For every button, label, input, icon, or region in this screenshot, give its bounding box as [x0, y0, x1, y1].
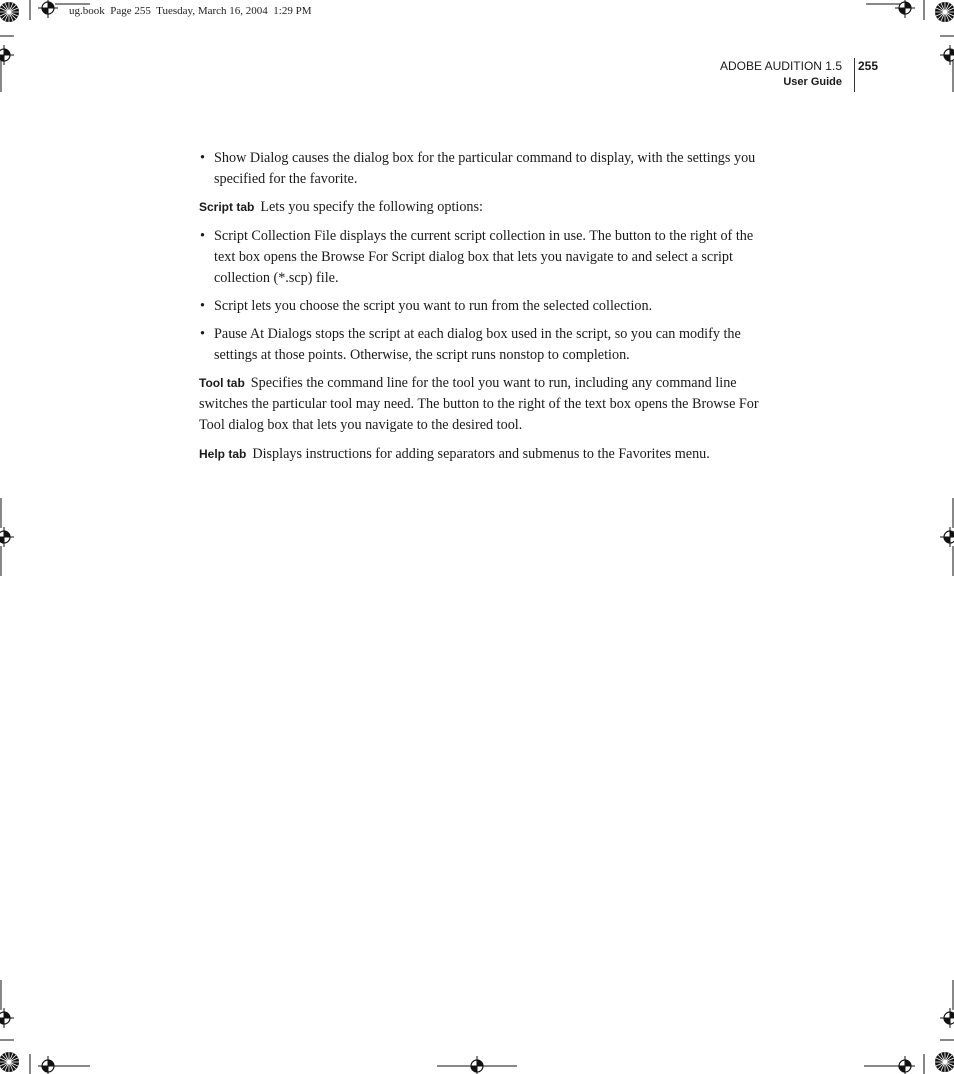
color-wheel-icon: [935, 2, 954, 22]
bullet-glyph: •: [200, 150, 205, 166]
list-item-text: Script Collection File displays the current script collection in use. The button to the right of the text box opens the Browse For Script dialog box that lets you navigate to and select a script collection (*.scp) file.: [214, 228, 754, 286]
color-wheel-icon: [935, 1052, 954, 1072]
guide-title: User Guide: [783, 76, 842, 88]
registration-mark-icon: [940, 527, 954, 547]
list-item-text: Show Dialog causes the dialog box for the particular command to display, with the settings you specified for the favorite.: [214, 150, 756, 187]
bullet-glyph: •: [200, 298, 205, 314]
product-name: ADOBE AUDITION 1.5: [719, 59, 842, 73]
bullet-glyph: •: [200, 326, 205, 342]
print-slug: ug.book Page 255 Tuesday, March 16, 2004 1:29 PM: [69, 5, 312, 17]
registration-mark-icon: [467, 1056, 487, 1074]
color-wheel-icon: [0, 2, 19, 22]
bullet-glyph: •: [200, 228, 205, 244]
list-item-text: Script lets you choose the script you want to run from the selected collection.: [214, 298, 653, 314]
help-tab-label: Help tab: [199, 447, 247, 461]
registration-mark-icon: [940, 45, 954, 65]
registration-mark-icon: [0, 45, 14, 65]
registration-mark-icon: [38, 1056, 58, 1074]
list-item-text: Pause At Dialogs stops the script at each dialog box used in the script, so you can modify the settings at those points. Otherwise, the script runs nonstop to completion.: [214, 326, 741, 363]
registration-mark-icon: [895, 1056, 915, 1074]
registration-mark-icon: [895, 0, 915, 18]
registration-mark-icon: [940, 1008, 954, 1028]
color-wheel-icon: [0, 1052, 19, 1072]
tool-tab-label: Tool tab: [199, 376, 245, 390]
tool-tab-text: Specifies the command line for the tool you want to run, including any command line switches the particular tool may need. The button to the right of the text box opens the Browse For Tool dialog box that lets you navigate to the desired tool.: [199, 375, 759, 433]
help-tab-text: Displays instructions for adding separators and submenus to the Favorites menu.: [252, 446, 710, 462]
page-number: 255: [858, 59, 879, 73]
registration-mark-icon: [38, 0, 58, 18]
registration-mark-icon: [0, 1008, 14, 1028]
script-tab-text: Lets you specify the following options:: [260, 199, 483, 215]
script-tab-label: Script tab: [199, 200, 255, 214]
registration-mark-icon: [0, 527, 14, 547]
